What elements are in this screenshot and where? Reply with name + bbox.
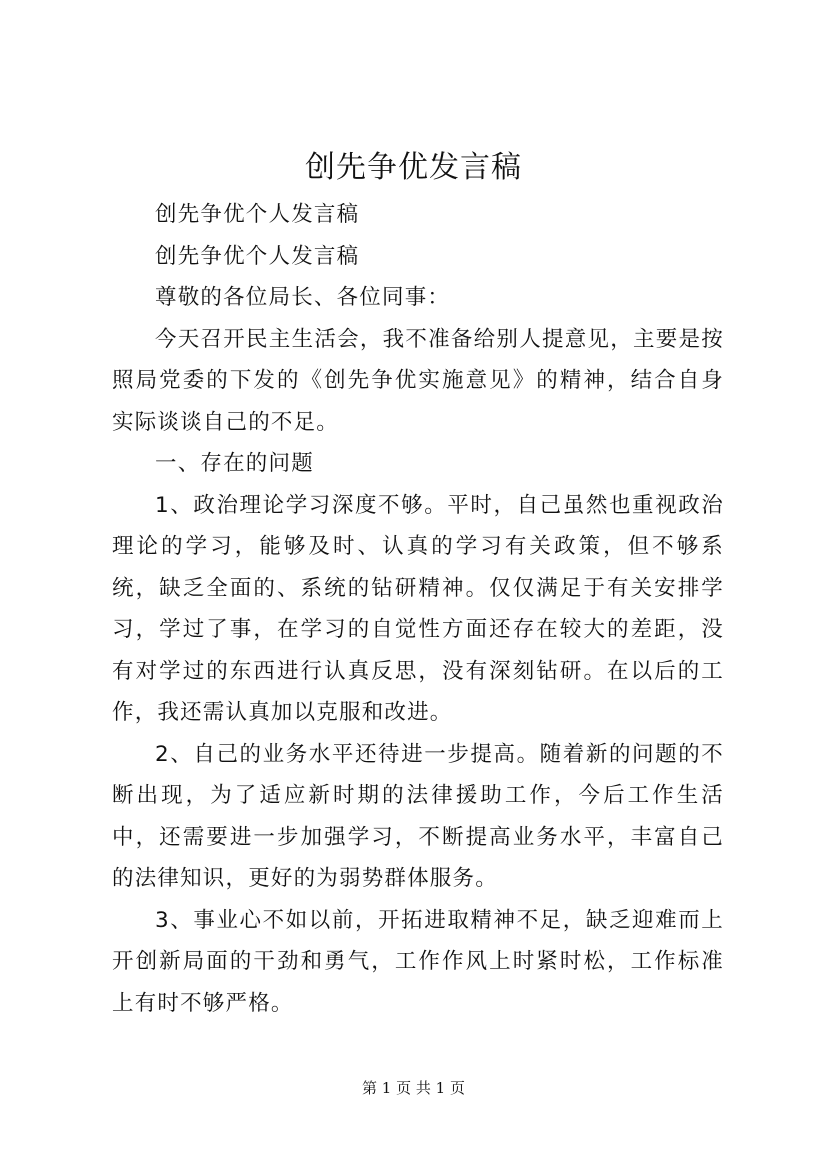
document-title: 创先争优发言稿 bbox=[305, 150, 522, 185]
paragraph-point-2: 2、自己的业务水平还待进一步提高。随着新的问题的不断出现，为了适应新时期的法律援助工作，今后工作生活中，还需要进一步加强学习，不断提高业务水平，丰富自己的法律知识，更好的为弱势群体服务。 bbox=[112, 741, 724, 891]
paragraph-subtitle-2: 创先争优个人发言稿 bbox=[155, 243, 360, 269]
paragraph-point-1: 1、政治理论学习深度不够。平时，自己虽然也重视政治理论的学习，能够及时、认真的学习有关政策，但不够系统，缺乏全面的、系统的钻研精神。仅仅满足于有关安排学习，学过了事，在学习的自觉性方面还存在较大的差距，没有对学过的东西进行认真反思，没有深刻钻研。在以后的工作，我还需认真加以克服和改进。 bbox=[112, 492, 724, 725]
section-heading-problems: 一、存在的问题 bbox=[155, 451, 314, 476]
paragraph-salutation: 尊敬的各位局长、各位同事： bbox=[155, 285, 451, 310]
paragraph-point-3: 3、事业心不如以前，开拓进取精神不足，缺乏迎难而上开创新局面的干劲和勇气，工作作风上时紧时松，工作标准上有时不够严格。 bbox=[112, 907, 724, 1016]
paragraph-intro: 今天召开民主生活会，我不准备给别人提意见，主要是按照局党委的下发的《创先争优实施意见》的精神，结合自身实际谈谈自己的不足。 bbox=[112, 326, 724, 435]
paragraph-subtitle-1: 创先争优个人发言稿 bbox=[155, 202, 360, 227]
page-footer: 第 1 页 共 1 页 bbox=[362, 1079, 465, 1097]
document-body bbox=[112, 194, 724, 1024]
